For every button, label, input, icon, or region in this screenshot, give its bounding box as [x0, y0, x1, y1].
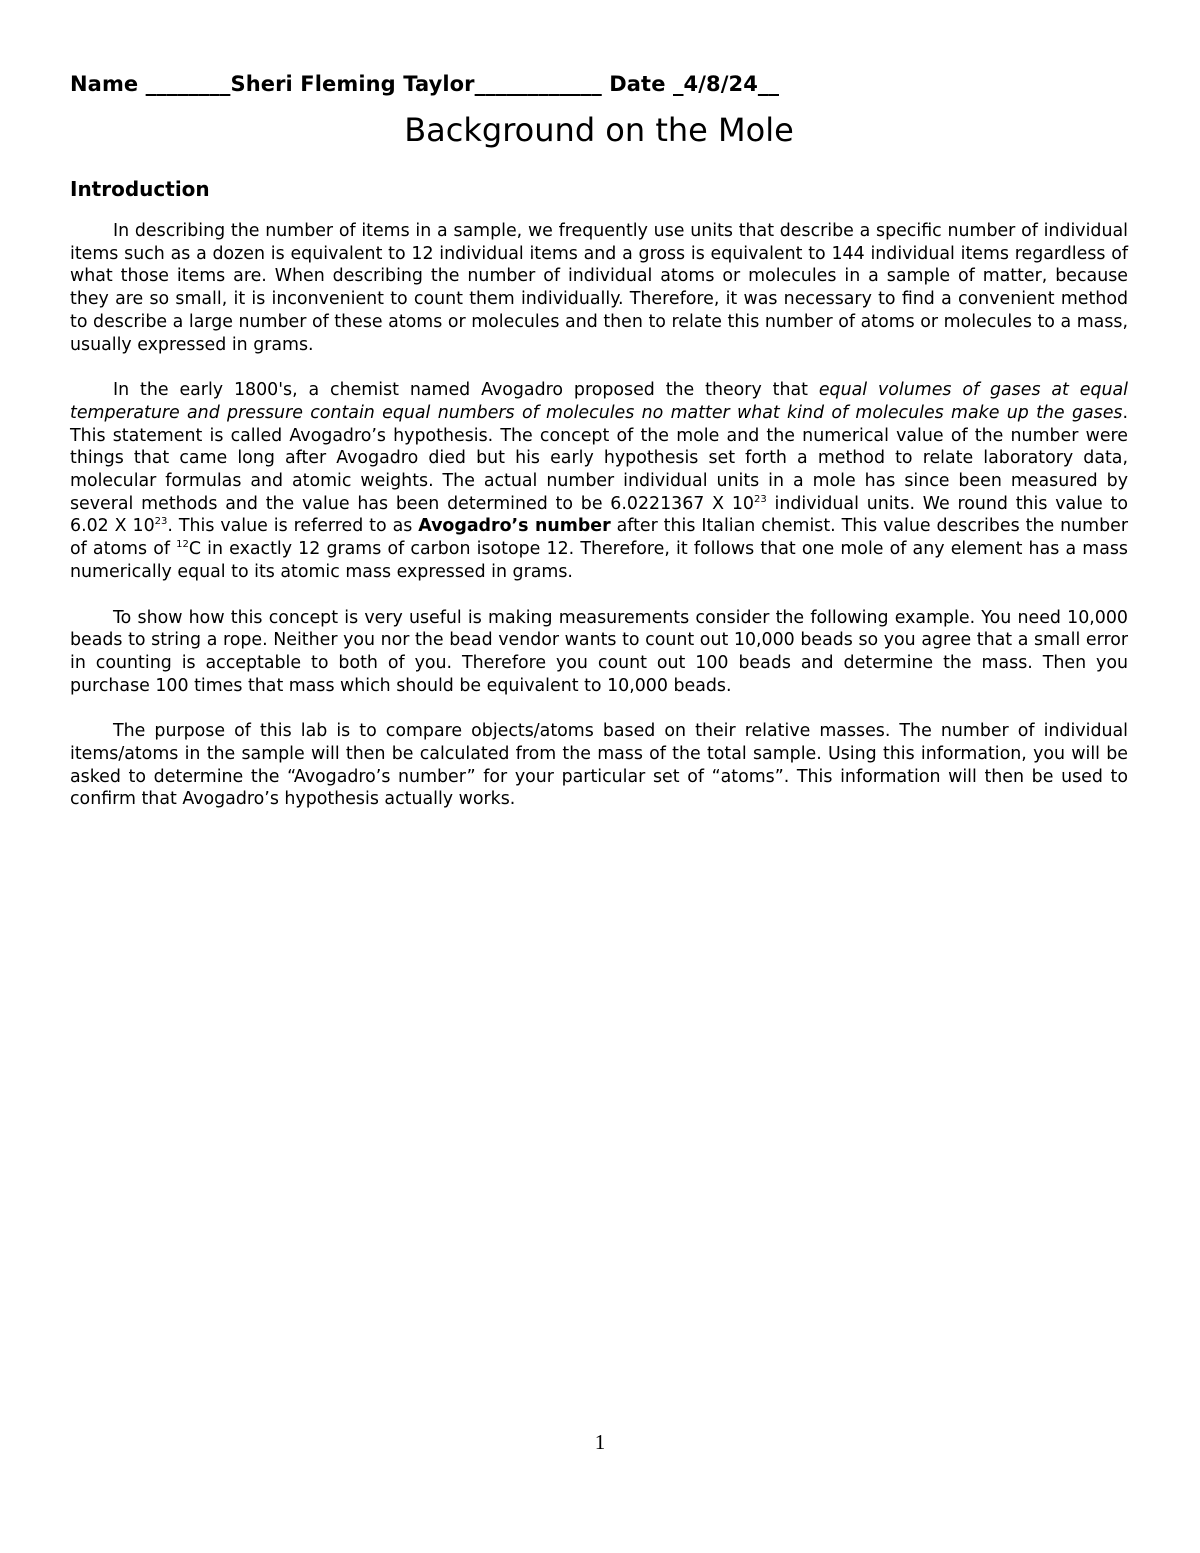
isotope-superscript: 12 — [176, 539, 189, 551]
exponent-2: 23 — [154, 516, 168, 528]
exponent-1: 23 — [753, 493, 767, 505]
p2-text-3: . This value is referred to as — [167, 516, 419, 537]
name-date-line: Name ________Sheri Fleming Taylor____________ Date _4/8/24__ — [70, 72, 780, 96]
p2-text-4: after this Italian chemist. This value describes the number of atoms of — [70, 516, 1128, 560]
hypothesis-statement: equal volumes of gases at equal temperature and pressure contain equal numbers of molecules no matter what kind of molecules make up the gases — [70, 380, 1128, 423]
p2-text-1: . This statement is called Avogadro’s hypothesis. The concept of the mole and the numerical value of the number were things that came long after Avogadro died but his early hypothesis set forth a method to relate laboratory data, molecular formulas and atomic weights. The actual number individual units in a mole has since been measured by several methods and the value has been determined to be 6.0221367 X 10 — [70, 402, 1128, 514]
page-title: Background on the Mole — [404, 111, 794, 149]
paragraph-beads-example: To show how this concept is very useful is making measurements consider the following example. You need 10,000 beads to string a rope. Neither you nor the bead vendor wants to count out 10,000 beads so you agree that a small error in counting is acceptable to both of you. Therefore you count out 100 beads and determine the mass. Then you purchase 100 times that mass which should be equivalent to 10,000 beads. — [70, 607, 1128, 696]
avogadros-number-term: Avogadro’s number — [418, 516, 611, 537]
paragraph-units: In describing the number of items in a sample, we frequently use units that describe a specific number of individual items such as a dozen is equivalent to 12 individual items and a gross is equivalent to 144 individual items regardless of what those items are. When describing the number of individual atoms or molecules in a sample of matter, because they are so small, it is inconvenient to count them individually. Therefore, it was necessary to find a convenient method to describe a large number of these atoms or molecules and then to relate this number of atoms or molecules to a mass, usually expressed in grams. — [70, 221, 1128, 355]
page-number: 1 — [594, 1430, 606, 1454]
paragraph-avogadro-hypothesis — [70, 379, 1128, 583]
p2-text-2: individual units. We round this value to 6.02 X 10 — [70, 493, 1128, 537]
section-heading-introduction: Introduction — [70, 177, 210, 201]
p2-intro: In the early 1800's, a chemist named Avogadro proposed the theory that — [113, 380, 819, 401]
document-page — [70, 68, 1128, 834]
p2-text-5: C in exactly 12 grams of carbon isotope 12. Therefore, it follows that one mole of any element has a mass numerically equal to its atomic mass expressed in grams. — [70, 539, 1128, 582]
paragraph-lab-purpose: The purpose of this lab is to compare objects/atoms based on their relative masses. The number of individual items/atoms in the sample will then be calculated from the mass of the total sample. Using this information, you will be asked to determine the “Avogadro’s number” for your particular set of “atoms”. This information will then be used to confirm that Avogadro’s hypothesis actually works. — [70, 721, 1128, 810]
